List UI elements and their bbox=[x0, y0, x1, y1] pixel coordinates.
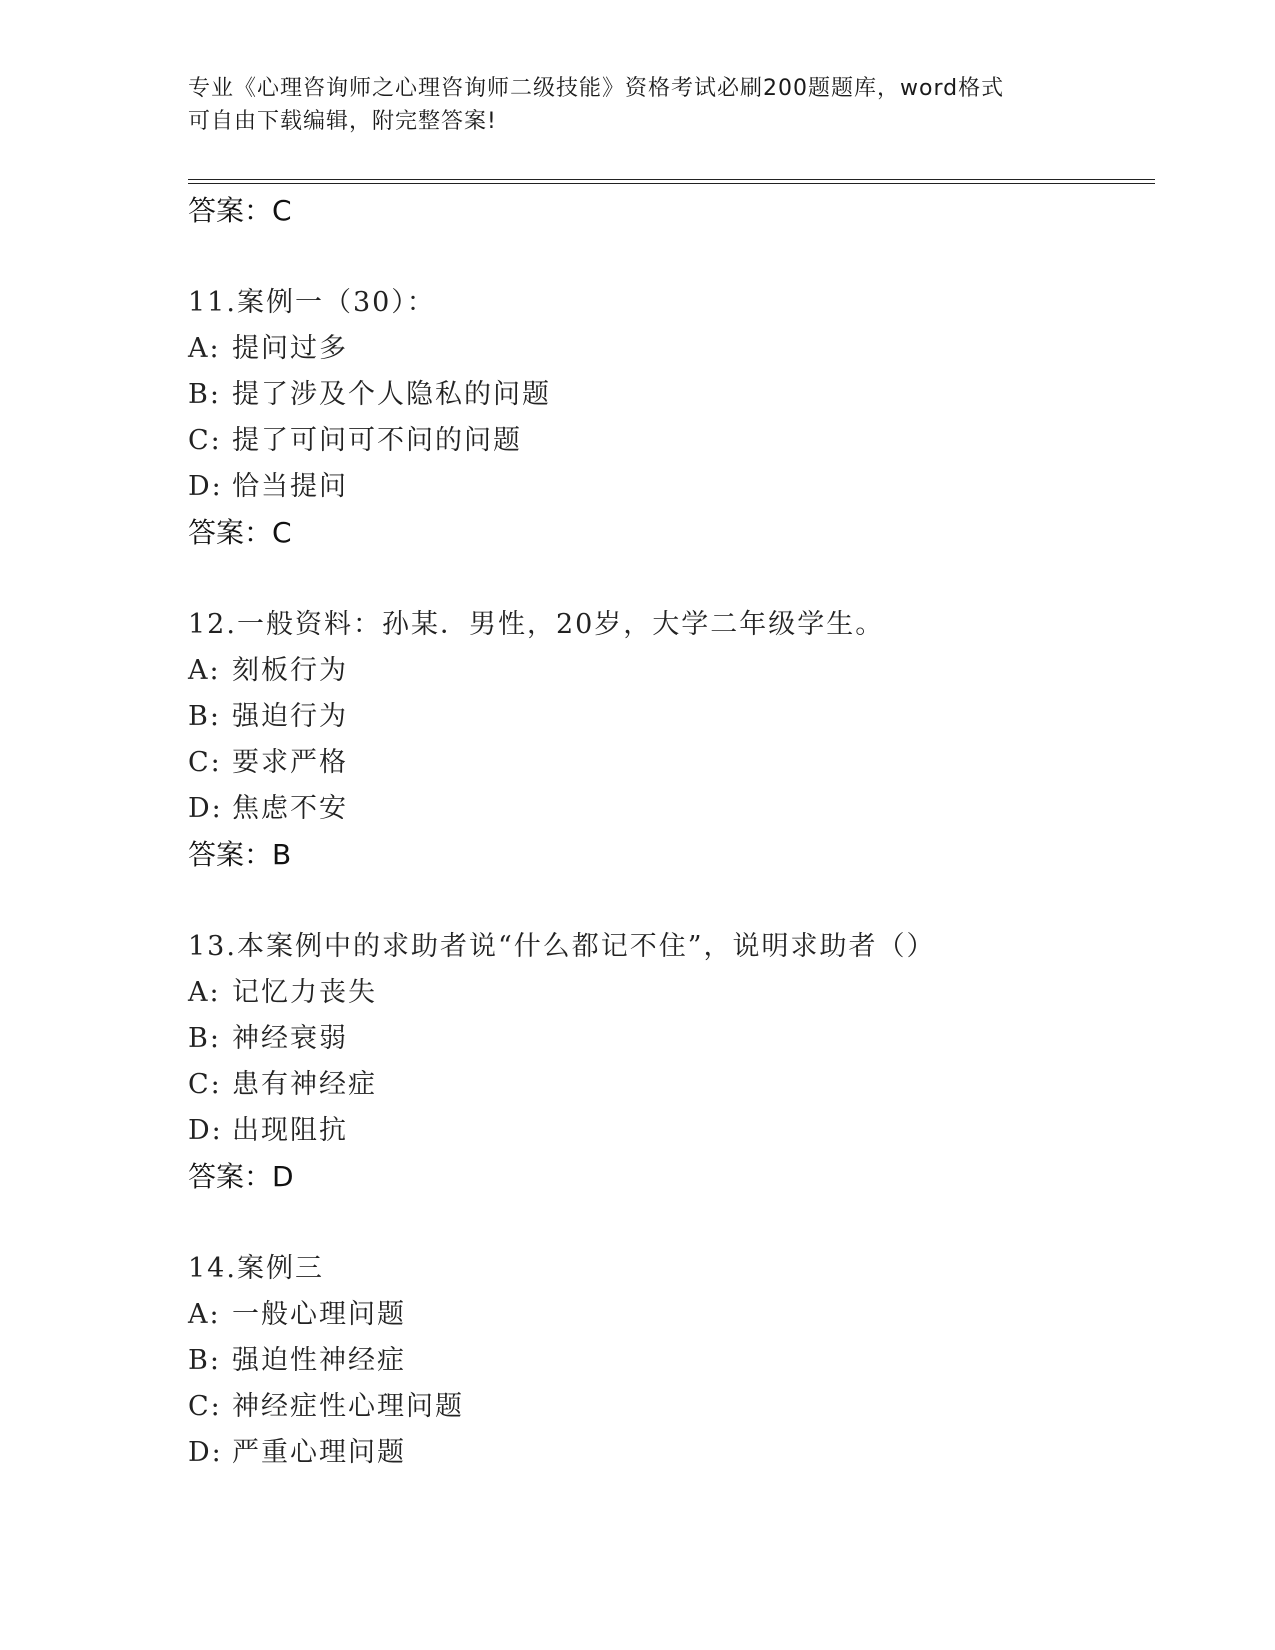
option-letter: D: bbox=[188, 1437, 223, 1468]
option-text: 强迫性神经症 bbox=[232, 1345, 406, 1376]
option-d bbox=[188, 1430, 1148, 1476]
header-divider-bottom bbox=[188, 183, 1155, 184]
option-letter: B: bbox=[188, 1345, 221, 1376]
question-stem: 11.案例一（30）： bbox=[188, 287, 436, 318]
option-b bbox=[188, 694, 1148, 740]
question-stem: 14.案例三 bbox=[188, 1253, 324, 1284]
question-11 bbox=[188, 280, 1148, 556]
answer-line: 答案：D bbox=[188, 1160, 294, 1193]
option-a bbox=[188, 326, 1148, 372]
option-letter: D: bbox=[188, 471, 223, 502]
option-text: 严重心理问题 bbox=[232, 1437, 406, 1468]
header-title-line-1: 专业《心理咨询师之心理咨询师二级技能》资格考试必刷200题题库，word格式 bbox=[188, 76, 1005, 101]
option-c bbox=[188, 1384, 1148, 1430]
option-b bbox=[188, 372, 1148, 418]
option-text: 一般心理问题 bbox=[232, 1299, 406, 1330]
option-text: 记忆力丧失 bbox=[232, 977, 377, 1008]
question-stem: 12.一般资料：孙某．男性，20岁，大学二年级学生。 bbox=[188, 609, 885, 640]
question-12 bbox=[188, 602, 1148, 878]
option-letter: B: bbox=[188, 1023, 221, 1054]
option-a bbox=[188, 648, 1148, 694]
option-a bbox=[188, 1292, 1148, 1338]
header-title-line-2: 可自由下载编辑，附完整答案! bbox=[188, 109, 497, 134]
option-letter: A: bbox=[188, 655, 221, 686]
option-c bbox=[188, 418, 1148, 464]
answer-line: 答案：C bbox=[188, 516, 292, 549]
option-text: 焦虑不安 bbox=[232, 793, 348, 824]
option-text: 强迫行为 bbox=[232, 701, 348, 732]
option-d bbox=[188, 1108, 1148, 1154]
question-13 bbox=[188, 924, 1148, 1200]
option-d bbox=[188, 786, 1148, 832]
option-text: 出现阻抗 bbox=[232, 1115, 348, 1146]
option-letter: A: bbox=[188, 977, 221, 1008]
header-divider-top bbox=[188, 179, 1155, 180]
option-letter: C: bbox=[188, 425, 222, 456]
option-text: 提问过多 bbox=[232, 333, 348, 364]
option-letter: A: bbox=[188, 333, 221, 364]
option-text: 神经症性心理问题 bbox=[232, 1391, 464, 1422]
question-14 bbox=[188, 1246, 1148, 1476]
option-text: 刻板行为 bbox=[232, 655, 348, 686]
answer-line: 答案：B bbox=[188, 838, 292, 871]
option-text: 患有神经症 bbox=[232, 1069, 377, 1100]
option-c bbox=[188, 740, 1148, 786]
option-text: 恰当提问 bbox=[232, 471, 348, 502]
option-c bbox=[188, 1062, 1148, 1108]
document-header bbox=[188, 72, 1068, 138]
option-letter: D: bbox=[188, 793, 223, 824]
option-text: 要求严格 bbox=[232, 747, 348, 778]
option-a bbox=[188, 970, 1148, 1016]
option-letter: D: bbox=[188, 1115, 223, 1146]
previous-answer: 答案：C bbox=[188, 194, 292, 227]
option-d bbox=[188, 464, 1148, 510]
option-letter: C: bbox=[188, 1069, 222, 1100]
option-letter: B: bbox=[188, 701, 221, 732]
option-b bbox=[188, 1338, 1148, 1384]
option-text: 神经衰弱 bbox=[232, 1023, 348, 1054]
option-b bbox=[188, 1016, 1148, 1062]
option-text: 提了涉及个人隐私的问题 bbox=[232, 379, 551, 410]
option-letter: C: bbox=[188, 1391, 222, 1422]
question-stem: 13.本案例中的求助者说“什么都记不住”，说明求助者（） bbox=[188, 931, 936, 962]
document-body bbox=[188, 188, 1148, 1476]
option-text: 提了可问可不问的问题 bbox=[232, 425, 522, 456]
option-letter: C: bbox=[188, 747, 222, 778]
option-letter: A: bbox=[188, 1299, 221, 1330]
option-letter: B: bbox=[188, 379, 221, 410]
